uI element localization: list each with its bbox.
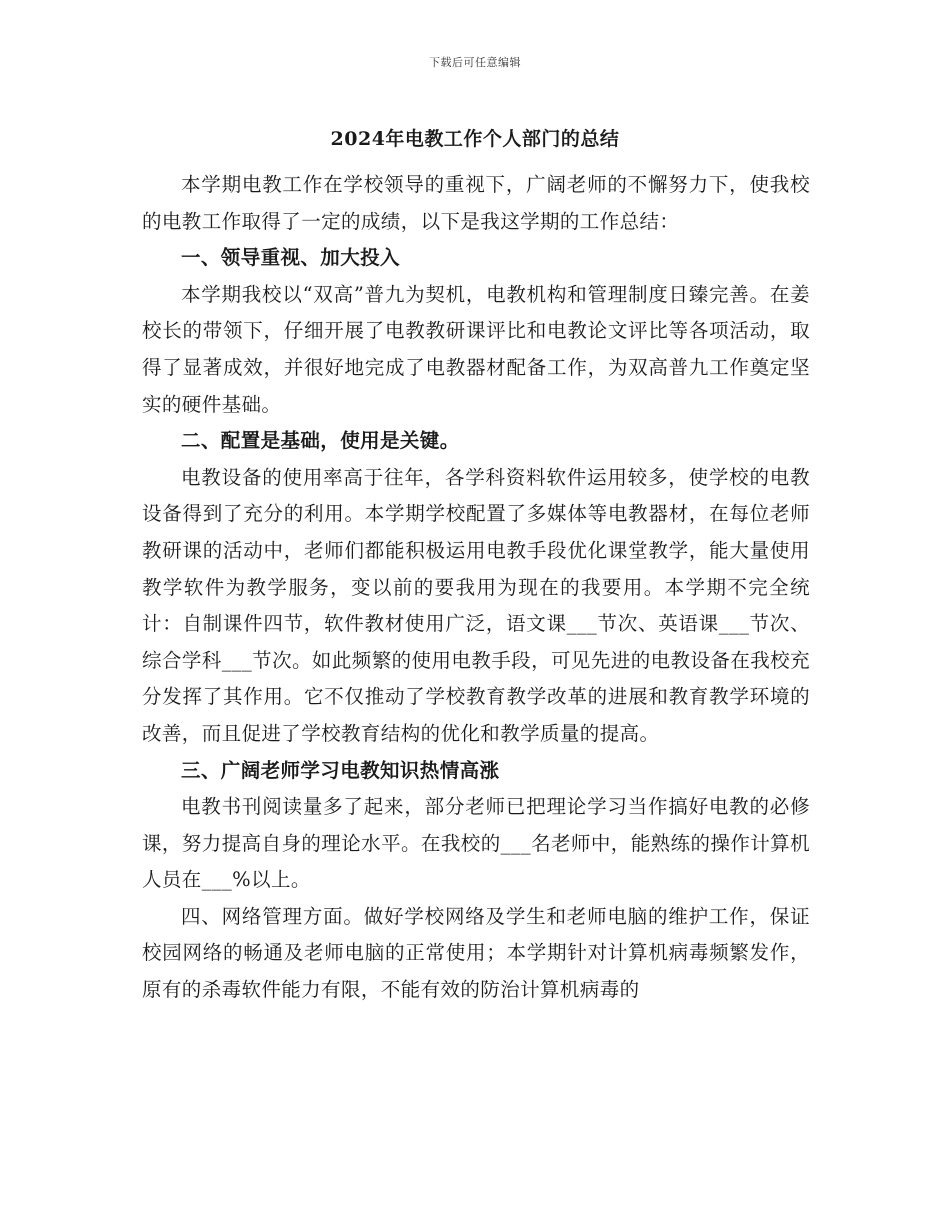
- section-heading-1: 一、领导重视、加大投入: [181, 246, 400, 270]
- paragraph-section-3: 电教书刊阅读量多了起来，部分老师已把理论学习当作搞好电教的必修课，努力提高自身的理论水平。在我校的___名老师中，能熟练的操作计算机人员在___%以上。: [142, 795, 810, 892]
- paragraph-section-1: 本学期我校以“双高”普九为契机，电教机构和管理制度日臻完善。在姜校长的带领下，仔细开展了电教教研课评比和电教论文评比等各项活动，取得了显著成效，并很好地完成了电教器材配备工作，为双高普九工作奠定坚实的硬件基础。: [142, 282, 810, 416]
- section-heading-3: 三、广阔老师学习电教知识热情高涨: [181, 758, 500, 782]
- paragraph-section-4: 四、网络管理方面。做好学校网络及学生和老师电脑的维护工作，保证校园网络的畅通及老师电脑的正常使用；本学期针对计算机病毒频繁发作，原有的杀毒软件能力有限，不能有效的防治计算机病毒的: [142, 904, 810, 1002]
- document-title: 2024年电教工作个人部门的总结: [330, 128, 620, 150]
- paragraph-section-2: 电教设备的使用率高于往年，各学科资料软件运用较多，使学校的电教设备得到了充分的利用。本学期学校配置了多媒体等电教器材，在每位老师教研课的活动中，老师们都能积极运用电教手段优化课堂教学，能大量使用教学软件为教学服务，变以前的要我用为现在的我要用。本学期不完全统计：自制课件四节，软件教材使用广泛，语文课___节次、英语课___节次、综合学科___节次。如此频繁的使用电教手段，可见先进的电教设备在我校充分发挥了其作用。它不仅推动了学校教育教学改革的进展和教育教学环境的改善，而且促进了学校教育结构的优化和教学质量的提高。: [142, 465, 810, 745]
- paragraph-intro: 本学期电教工作在学校领导的重视下，广阔老师的不懈努力下，使我校的电教工作取得了一定的成绩，以下是我这学期的工作总结：: [142, 173, 810, 233]
- header-note: 下载后可任意编辑: [429, 56, 521, 69]
- document-body: [142, 167, 810, 1009]
- section-heading-2: 二、配置是基础，使用是关键。: [181, 429, 460, 453]
